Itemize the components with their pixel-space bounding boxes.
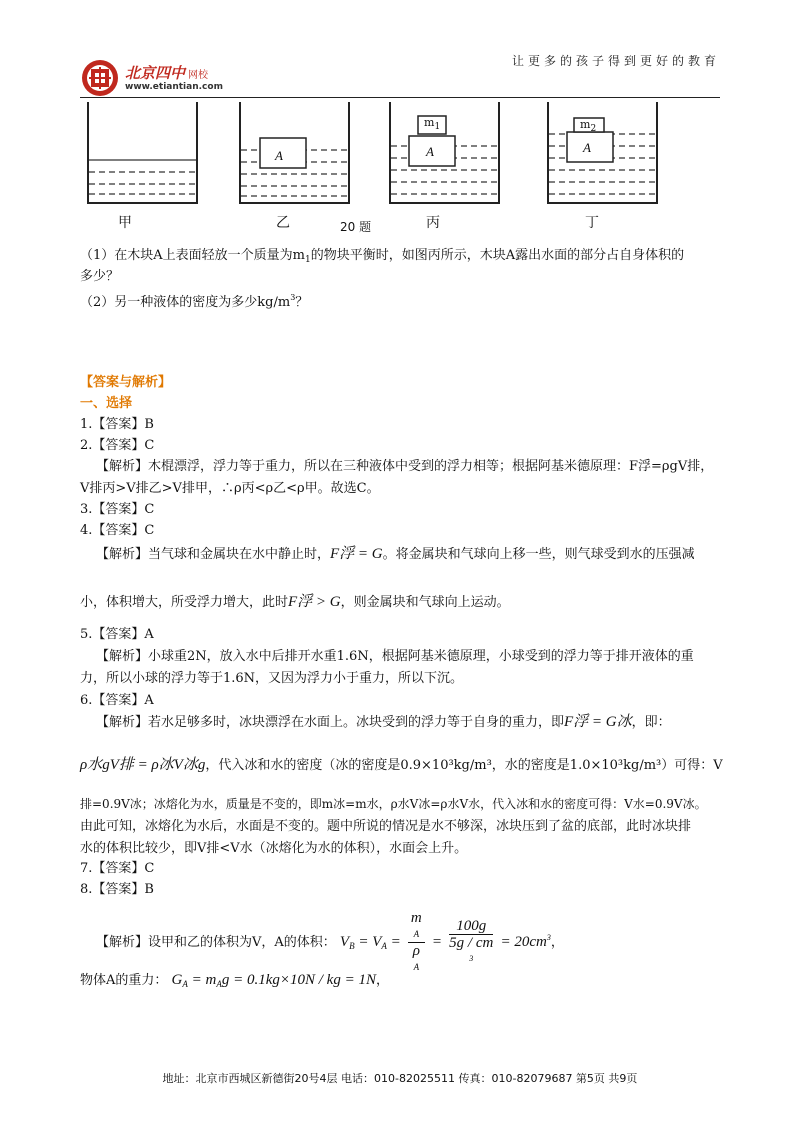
page-footer: 地址：北京市西城区新德街20号4层 电话：010-82025511 传真：010-82079687 第5页 共9页 [162, 1072, 638, 1085]
header-rule [80, 97, 720, 98]
answer-6: 6.【答案】A [80, 693, 154, 708]
answer-5-analysis-2: 力，所以小球的浮力等于1.6N，又因为浮力小于重力，所以下沉。 [80, 671, 464, 686]
mass-m1-label: $m_1$ [424, 116, 441, 132]
answer-1: 1.【答案】B [80, 417, 154, 432]
question-2: （2）另一种液体的密度为多少$kg/m^3$？ [80, 293, 309, 310]
logo-subtitle: 网校 [188, 70, 208, 81]
logo-name: 北京四中 [125, 64, 186, 82]
question-1-line-2: 多少？ [80, 269, 120, 284]
answer-6-analysis-4: 由此可知，冰熔化为水后，水面是不变的。题中所说的情况是水不够深，冰块压到了盆的底部，此时冰块排 [80, 819, 692, 834]
answer-6-analysis-2: ρ水gV排 = ρ冰V冰g，代入冰和水的密度（冰的密度是0.9×10³kg/m³，水的密度是1.0×10³kg/m³）可得：V [80, 757, 723, 773]
answer-7: 7.【答案】C [80, 861, 155, 876]
beaker-figure [80, 100, 720, 235]
logo-emblem-icon [80, 58, 120, 98]
header-slogan: 让更多的孩子得到更好的教育 [511, 54, 720, 68]
answer-5: 5.【答案】A [80, 627, 154, 642]
answer-6-analysis-1: 【解析】若水足够多时，冰块漂浮在水面上。冰块受到的浮力等于自身的重力，即F浮 = G冰，即： [96, 714, 671, 730]
logo [80, 58, 120, 98]
answer-8: 8.【答案】B [80, 882, 154, 897]
answer-5-analysis-1: 【解析】小球重2N，放入水中后排开水重1.6N，根据阿基米德原理，小球受到的浮力等于排开液体的重 [96, 649, 694, 664]
fraction-mass-density: m A ρ A [408, 910, 425, 975]
answer-4: 4.【答案】C [80, 523, 155, 538]
answer-8-analysis: 【解析】设甲和乙的体积为V，A的体积： $V_B = V_A$ = m A ρ A = 100g 5g / cm 3 = $20cm^3$， [96, 910, 746, 975]
figure-caption: 20 题 [340, 220, 372, 234]
label-jia: 甲 [118, 215, 132, 231]
label-bing: 丙 [426, 215, 440, 231]
block-a-label-2: A [275, 148, 283, 163]
answer-6-analysis-3: 排=0.9V冰；冰熔化为水，质量是不变的，即m冰=m水，ρ水V冰=ρ水V水，代入冰和水的密度可得：V水=0.9V冰。 [80, 797, 707, 811]
answers-section-title: 【答案与解析】 [80, 375, 172, 390]
label-ding: 丁 [585, 215, 599, 231]
answer-8-weight: 物体A的重力： $G_A = m_Ag = 0.1kg\times 10N$ / kg = 1N， [80, 972, 389, 989]
answer-3: 3.【答案】C [80, 502, 155, 517]
answer-4-analysis-2: 小，体积增大，所受浮力增大，此时F浮 > G，则金属块和气球向上运动。 [80, 594, 510, 610]
answer-2-analysis-1: 【解析】木棍漂浮，浮力等于重力，所以在三种液体中受到的浮力相等；根据阿基米德原理：F浮=ρgV排， [96, 459, 714, 474]
answer-2-analysis-2: V排丙>V排乙>V排甲，∴ρ丙<ρ乙<ρ甲。故选C。 [80, 481, 380, 496]
answer-4-analysis-1: 【解析】当气球和金属块在水中静止时，F浮 = G。将金属块和气球向上移一些，则气球受到水的压强减 [96, 546, 695, 562]
answer-2: 2.【答案】C [80, 438, 155, 453]
label-yi: 乙 [276, 215, 290, 231]
answer-6-analysis-5: 水的体积比较少，即V排<V水（冰熔化为水的体积），水面会上升。 [80, 841, 468, 856]
block-a-label-3: A [426, 144, 434, 159]
block-a-label-4: A [583, 140, 591, 155]
logo-url: www.etiantian.com [125, 82, 223, 92]
question-1-line-1: （1）在木块A上表面轻放一个质量为$m_1$的物块平衡时，如图丙所示，木块A露出水面的部分占自身体积的 [80, 248, 685, 265]
mass-m2-label: $m_2$ [580, 118, 597, 134]
fraction-values: 100g 5g / cm 3 [449, 918, 494, 963]
answers-subsection-title: 一、选择 [80, 396, 133, 411]
